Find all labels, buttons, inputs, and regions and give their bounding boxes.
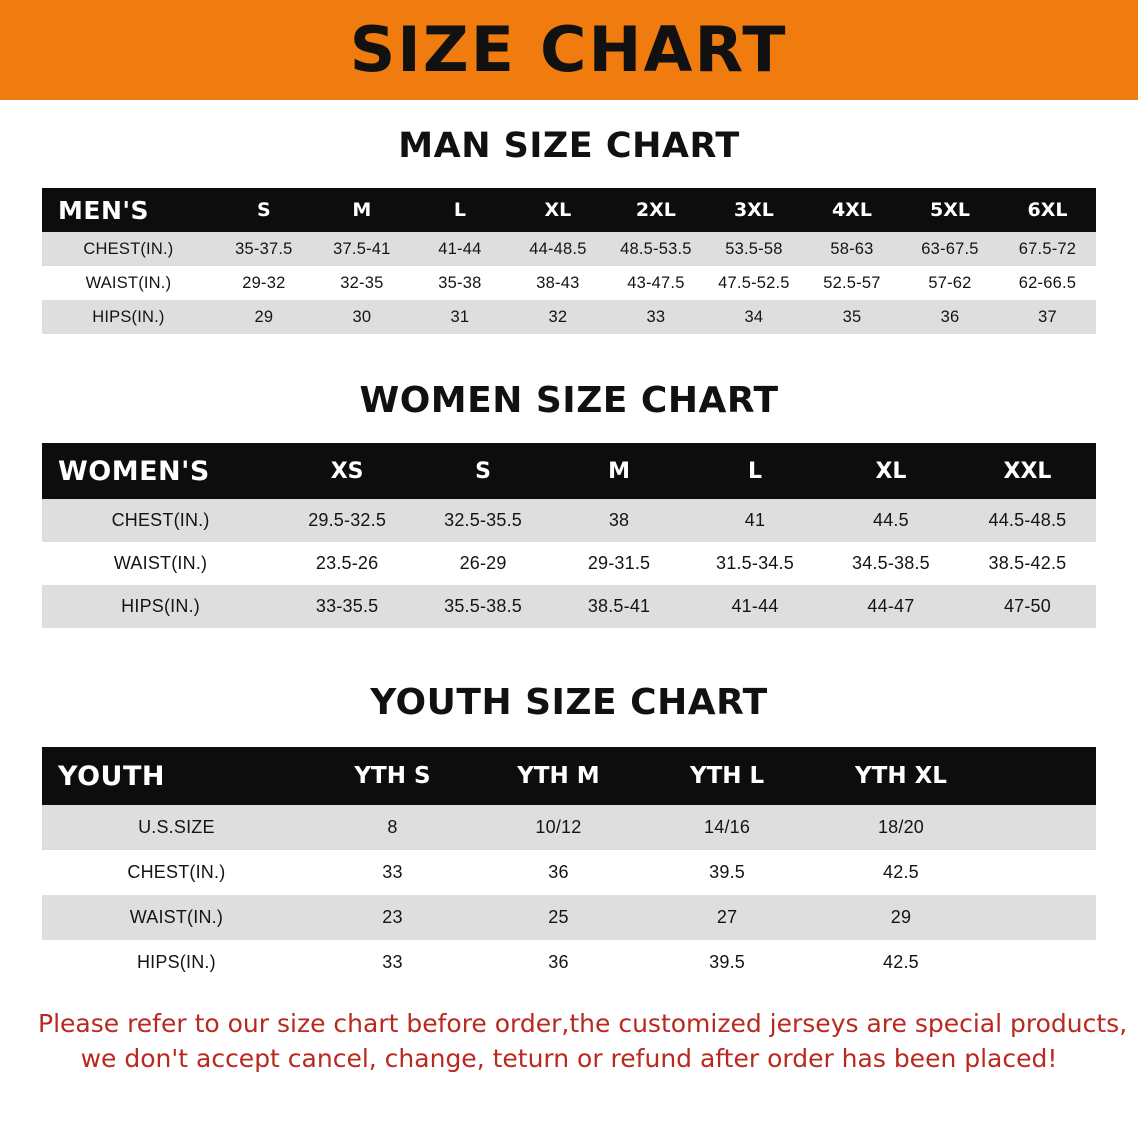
table-cell: 39.5: [643, 940, 812, 985]
table-cell: 34: [705, 300, 803, 334]
table-cell-spacer: [991, 805, 1096, 850]
table-cell: 31.5-34.5: [687, 542, 823, 585]
table-cell: 38-43: [509, 266, 607, 300]
table-cell: 43-47.5: [607, 266, 705, 300]
table-cell: 57-62: [901, 266, 999, 300]
table-cell: 41: [687, 499, 823, 542]
table-cell: 8: [311, 805, 474, 850]
table-cell: 30: [313, 300, 411, 334]
table-cell: 29: [215, 300, 313, 334]
column-header: YTH M: [474, 747, 643, 805]
table-cell: 41-44: [411, 232, 509, 266]
column-header: MEN'S: [42, 188, 215, 232]
table-header-row: [42, 443, 1096, 499]
table-cell: 37: [999, 300, 1096, 334]
table-cell: 42.5: [811, 850, 990, 895]
column-header: YTH XL: [811, 747, 990, 805]
row-label: WAIST(IN.): [42, 542, 279, 585]
row-label: U.S.SIZE: [42, 805, 311, 850]
column-header: M: [313, 188, 411, 232]
column-header: YTH L: [643, 747, 812, 805]
table-cell: 36: [474, 850, 643, 895]
table-cell: 29-32: [215, 266, 313, 300]
row-label: HIPS(IN.): [42, 940, 311, 985]
table-cell: 23.5-26: [279, 542, 415, 585]
table-cell: 35-38: [411, 266, 509, 300]
table-cell-spacer: [991, 895, 1096, 940]
table-header-row: [42, 188, 1096, 232]
column-header: 3XL: [705, 188, 803, 232]
row-label: CHEST(IN.): [42, 232, 215, 266]
column-header: L: [411, 188, 509, 232]
table-cell: 38.5-41: [551, 585, 687, 628]
women-section-title: WOMEN SIZE CHART: [359, 380, 779, 421]
table-cell: 52.5-57: [803, 266, 901, 300]
youth-section-title: YOUTH SIZE CHART: [370, 682, 768, 723]
column-header: WOMEN'S: [42, 443, 279, 499]
column-header: 4XL: [803, 188, 901, 232]
row-label: WAIST(IN.): [42, 895, 311, 940]
table-cell-spacer: [991, 850, 1096, 895]
table-row: [42, 266, 1096, 300]
table-cell: 35: [803, 300, 901, 334]
table-cell: 29.5-32.5: [279, 499, 415, 542]
table-row: [42, 850, 1096, 895]
youth-size-table: [42, 747, 1096, 985]
policy-note-line-2: we don't accept cancel, change, teturn or refund after order has been placed!: [80, 1043, 1058, 1073]
column-header: M: [551, 443, 687, 499]
page-title: SIZE CHART: [350, 13, 788, 86]
column-header: 5XL: [901, 188, 999, 232]
table-cell: 27: [643, 895, 812, 940]
table-cell: 42.5: [811, 940, 990, 985]
table-cell: 58-63: [803, 232, 901, 266]
row-label: HIPS(IN.): [42, 300, 215, 334]
column-header: YOUTH: [42, 747, 311, 805]
policy-note: [38, 1007, 1128, 1076]
table-cell: 32: [509, 300, 607, 334]
table-cell: 25: [474, 895, 643, 940]
table-cell: 67.5-72: [999, 232, 1096, 266]
table-cell: 34.5-38.5: [823, 542, 959, 585]
table-cell: 33: [607, 300, 705, 334]
column-header: 2XL: [607, 188, 705, 232]
table-cell: 38.5-42.5: [959, 542, 1096, 585]
man-table-wrapper: [42, 188, 1096, 334]
size-chart-banner: [0, 0, 1138, 100]
table-cell: 23: [311, 895, 474, 940]
table-cell: 32.5-35.5: [415, 499, 551, 542]
table-cell: 36: [474, 940, 643, 985]
row-label: WAIST(IN.): [42, 266, 215, 300]
table-cell: 36: [901, 300, 999, 334]
table-row: [42, 895, 1096, 940]
column-header: YTH S: [311, 747, 474, 805]
column-header: XL: [509, 188, 607, 232]
table-cell: 10/12: [474, 805, 643, 850]
table-cell: 38: [551, 499, 687, 542]
man-size-table: [42, 188, 1096, 334]
table-row: [42, 300, 1096, 334]
column-header: XL: [823, 443, 959, 499]
table-cell: 33: [311, 940, 474, 985]
column-header: XXL: [959, 443, 1096, 499]
table-cell: 35-37.5: [215, 232, 313, 266]
table-cell: 44.5-48.5: [959, 499, 1096, 542]
table-row: [42, 805, 1096, 850]
table-cell: 53.5-58: [705, 232, 803, 266]
row-label: CHEST(IN.): [42, 850, 311, 895]
table-cell: 62-66.5: [999, 266, 1096, 300]
table-row: [42, 585, 1096, 628]
column-header: L: [687, 443, 823, 499]
table-cell-spacer: [991, 940, 1096, 985]
table-cell: 47.5-52.5: [705, 266, 803, 300]
table-cell: 44-47: [823, 585, 959, 628]
table-cell: 35.5-38.5: [415, 585, 551, 628]
column-header-spacer: [991, 747, 1096, 805]
table-cell: 63-67.5: [901, 232, 999, 266]
women-table-wrapper: [42, 443, 1096, 628]
column-header: S: [415, 443, 551, 499]
man-section-title: MAN SIZE CHART: [398, 126, 740, 166]
table-cell: 31: [411, 300, 509, 334]
table-row: [42, 499, 1096, 542]
table-cell: 47-50: [959, 585, 1096, 628]
table-cell: 41-44: [687, 585, 823, 628]
row-label: CHEST(IN.): [42, 499, 279, 542]
table-row: [42, 542, 1096, 585]
table-cell: 33-35.5: [279, 585, 415, 628]
table-cell: 44.5: [823, 499, 959, 542]
table-cell: 29-31.5: [551, 542, 687, 585]
table-cell: 18/20: [811, 805, 990, 850]
column-header: XS: [279, 443, 415, 499]
table-header-row: [42, 747, 1096, 805]
table-cell: 44-48.5: [509, 232, 607, 266]
women-size-table: [42, 443, 1096, 628]
table-cell: 32-35: [313, 266, 411, 300]
table-row: [42, 232, 1096, 266]
column-header: 6XL: [999, 188, 1096, 232]
column-header: S: [215, 188, 313, 232]
table-cell: 14/16: [643, 805, 812, 850]
table-cell: 29: [811, 895, 990, 940]
row-label: HIPS(IN.): [42, 585, 279, 628]
table-cell: 26-29: [415, 542, 551, 585]
table-cell: 48.5-53.5: [607, 232, 705, 266]
youth-table-wrapper: [42, 747, 1096, 985]
table-cell: 33: [311, 850, 474, 895]
table-cell: 39.5: [643, 850, 812, 895]
table-row: [42, 940, 1096, 985]
table-cell: 37.5-41: [313, 232, 411, 266]
policy-note-line-1: Please refer to our size chart before order,the customized jerseys are special products,: [38, 1009, 1128, 1038]
